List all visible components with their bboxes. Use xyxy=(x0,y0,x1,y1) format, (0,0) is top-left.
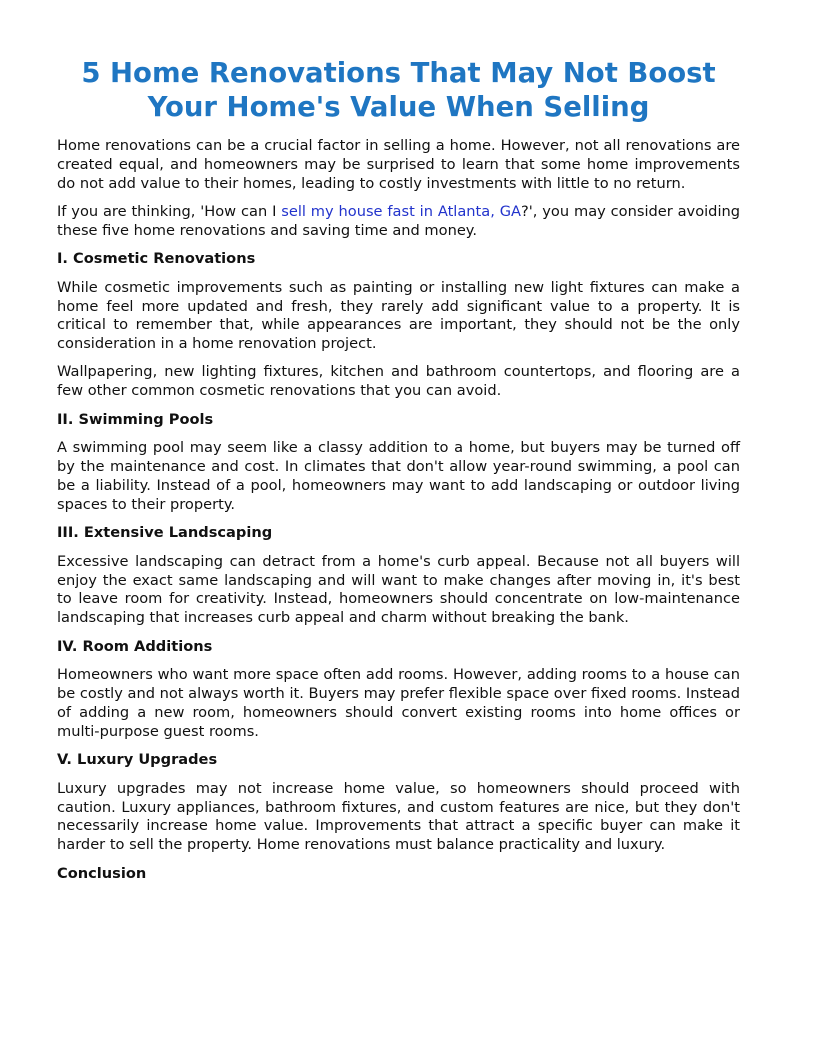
article-title: 5 Home Renovations That May Not Boost Your Home's Value When Selling xyxy=(81,57,716,123)
landscaping-paragraph: Excessive landscaping can detract from a home's curb appeal. Because not all buyers will enjoy the exact same landscaping and will want to make changes after moving in, it's best to leave room for creativity. Instead, homeowners should concentrate on low-maintenance landscaping that increases curb appeal and charm without breaking the bank. xyxy=(57,552,740,627)
section-heading-room-additions: IV. Room Additions xyxy=(57,637,213,655)
section-heading-landscaping: III. Extensive Landscaping xyxy=(57,524,273,542)
intro-paragraph: Home renovations can be a crucial factor in selling a home. However, not all renovations are created equal, and homeowners may be surprised to learn that some home improvements do not add value to their homes, leading to costly investments with little to no return. xyxy=(57,137,740,192)
section-heading-cosmetic: I. Cosmetic Renovations xyxy=(57,249,256,267)
cosmetic-paragraph-2: Wallpapering, new lighting fixtures, kitchen and bathroom countertops, and flooring are a few other common cosmetic renovations that you can avoid. xyxy=(57,363,740,400)
intro-paragraph-2 xyxy=(57,203,740,241)
pools-paragraph: A swimming pool may seem like a classy addition to a home, but buyers may be turned off by the maintenance and cost. In climates that don't allow year-round swimming, a pool can be a liability. Instead of a pool, homeowners may want to add landscaping or outdoor living spaces to their property. xyxy=(57,439,740,513)
intro2-text-before: If you are thinking, 'How can I xyxy=(57,202,282,220)
luxury-paragraph: Luxury upgrades may not increase home value, so homeowners should proceed with caution. Luxury appliances, bathroom fixtures, and custom features are nice, but they don't necessarily increase home value. Improvements that attract a specific buyer can make it harder to sell the property. Home renovations must balance practicality and luxury. xyxy=(57,779,740,854)
section-heading-pools: II. Swimming Pools xyxy=(57,410,214,428)
section-heading-luxury: V. Luxury Upgrades xyxy=(57,751,218,769)
cosmetic-paragraph-1: While cosmetic improvements such as painting or installing new light fixtures can make a home feel more updated and fresh, they rarely add significant value to a property. It is critical to remember that, while appearances are important, they should not be the only consideration in a home renovation project. xyxy=(57,278,740,353)
room-additions-paragraph: Homeowners who want more space often add rooms. However, adding rooms to a house can be costly and not always worth it. Buyers may prefer flexible space over fixed rooms. Instead of adding a new room, homeowners should convert existing rooms into home offices or multi-purpose guest rooms. xyxy=(57,666,740,740)
sell-house-link[interactable]: sell my house fast in Atlanta, GA xyxy=(281,202,522,220)
intro2-text-after: ?', you may consider avoiding these five home renovations and saving time and money. xyxy=(57,202,741,239)
section-heading-conclusion: Conclusion xyxy=(57,864,147,882)
